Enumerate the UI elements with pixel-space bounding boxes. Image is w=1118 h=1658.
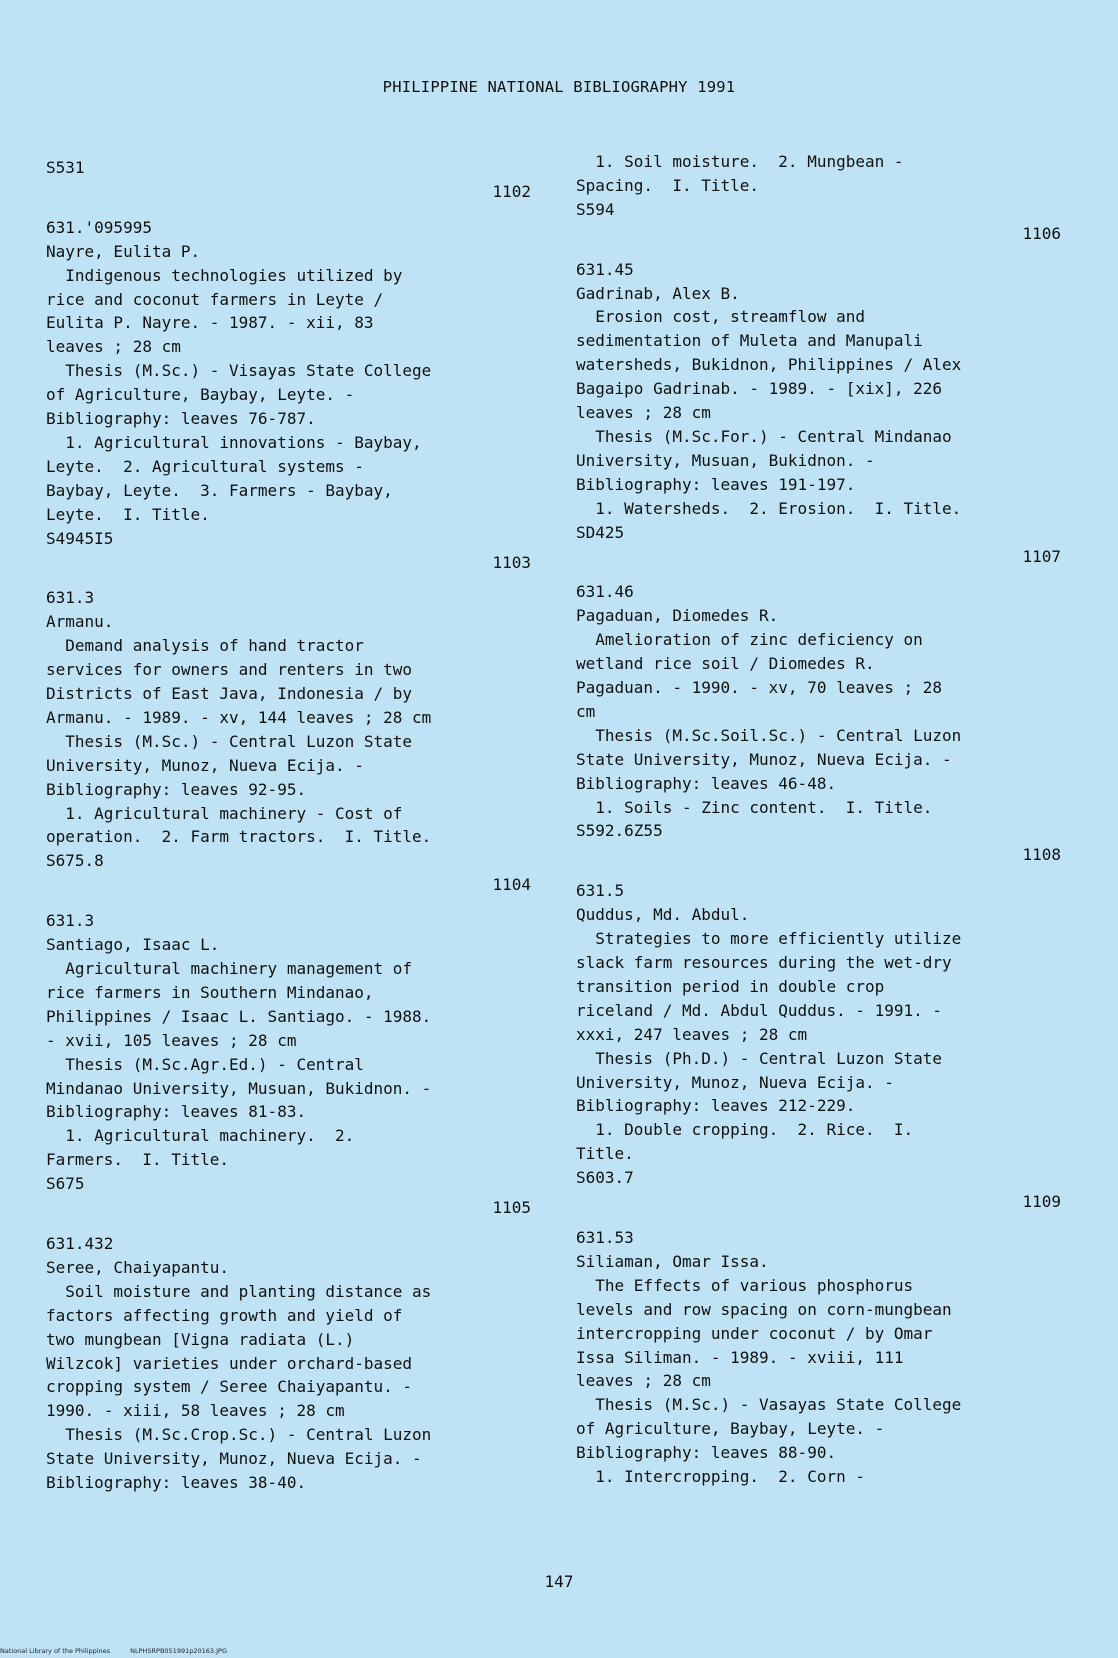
entry-line: transition period in double crop [576, 976, 885, 996]
entry-line: Wilzcok] varieties under orchard-based [46, 1353, 413, 1373]
entry-line: 631.45 [576, 259, 634, 279]
entry-line: S531 [46, 158, 85, 177]
entry-number: 1102 [492, 181, 531, 201]
entry-line: Baybay, Leyte. 3. Farmers - Baybay, [46, 480, 393, 500]
entry-line: Demand analysis of hand tractor [46, 636, 364, 656]
entry-line: levels and row spacing on corn-mungbean [576, 1299, 952, 1319]
entry-line: Pagaduan. - 1990. - xv, 70 leaves ; 28 [576, 678, 943, 698]
entry-line: two mungbean [Vigna radiata (L.) [46, 1329, 355, 1349]
entry-line: University, Munoz, Nueva Ecija. - [576, 1072, 894, 1092]
entry-line: 1. Agricultural machinery. 2. [46, 1126, 355, 1146]
entry-line: xxxi, 247 leaves ; 28 cm [576, 1024, 808, 1044]
entry-line: Mindanao University, Musuan, Bukidnon. - [46, 1078, 432, 1098]
entry-number: 1109 [1022, 1192, 1061, 1212]
footer-institution: National Library of the Philippines [0, 1647, 111, 1655]
entry-line: Bibliography: leaves 76-787. [46, 409, 316, 429]
entry-line: 631.'095995 [46, 217, 152, 237]
entry-line: Thesis (M.Sc.) - Central Luzon State [46, 731, 413, 751]
entry-line: Farmers. I. Title. [46, 1150, 230, 1170]
entry-line: Strategies to more efficiently utilize [576, 929, 962, 949]
entry-line: Bibliography: leaves 92-95. [46, 779, 307, 799]
entry-line: cm [576, 701, 596, 721]
entry-line: 1. Agricultural machinery - Cost of [46, 803, 403, 823]
entry-line: Nayre, Eulita P. [46, 241, 201, 261]
entry-line: 1. Watersheds. 2. Erosion. I. Title. [576, 498, 962, 518]
entry-line: leaves ; 28 cm [576, 1371, 711, 1391]
entry-line: slack farm resources during the wet-dry [576, 953, 952, 972]
entry-line: Thesis (M.Sc.Agr.Ed.) - Central [46, 1054, 364, 1074]
entry-line: Santiago, Isaac L. [46, 935, 220, 955]
entry-line: S592.6Z55 [576, 821, 663, 841]
entry-line: rice and coconut farmers in Leyte / [46, 289, 384, 309]
entry-gap [576, 568, 1061, 580]
entry-line: 631.432 [46, 1233, 114, 1253]
entry-line: 1. Soils - Zinc content. I. Title. [576, 797, 933, 817]
entry-line: University, Musuan, Bukidnon. - [576, 450, 875, 470]
entry-number: 1107 [1022, 546, 1061, 566]
entry-line: sedimentation of Muleta and Manupali [576, 331, 923, 351]
entry-line: watersheds, Bukidnon, Philippines / Alex [576, 355, 962, 375]
entry-number: 1104 [492, 875, 531, 895]
entry-line: intercropping under coconut / by Omar [576, 1323, 933, 1343]
entry-line: 631.3 [46, 911, 95, 931]
footer-file: NLPHSRPB051991p20163.JPG [130, 1647, 227, 1655]
entry-line: Armanu. [46, 612, 114, 632]
entry-gap [576, 1214, 1061, 1226]
entry-line: 631.53 [576, 1227, 634, 1247]
entry-line: University, Munoz, Nueva Ecija. - [46, 755, 364, 775]
entry-line: Thesis (M.Sc.Soil.Sc.) - Central Luzon [576, 725, 962, 745]
entry-line: S594 [576, 199, 615, 219]
entry-line: Armanu. - 1989. - xv, 144 leaves ; 28 cm [46, 707, 432, 727]
entry-line: 1. Soil moisture. 2. Mungbean - [576, 152, 904, 171]
page-title: PHILIPPINE NATIONAL BIBLIOGRAPHY 1991 [382, 78, 736, 96]
entry-line: factors affecting growth and yield of [46, 1305, 403, 1325]
entry-line: 631.3 [46, 588, 95, 608]
entry-line: Bibliography: leaves 191-197. [576, 474, 856, 494]
entry-line: Issa Siliman. - 1989. - xviii, 111 [576, 1347, 904, 1367]
entry-line: services for owners and renters in two [46, 660, 413, 680]
entry-line: Leyte. I. Title. [46, 504, 210, 524]
entry-line: leaves ; 28 cm [46, 337, 181, 357]
entry-line: wetland rice soil / Diomedes R. [576, 654, 875, 674]
entry-gap [576, 246, 1061, 258]
entry-line: State University, Munoz, Nueva Ecija. - [576, 749, 952, 769]
entry-line: Eulita P. Nayre. - 1987. - xii, 83 [46, 313, 374, 333]
entry-line: Bibliography: leaves 38-40. [46, 1473, 307, 1493]
entry-gap [46, 574, 531, 586]
entry-gap [46, 897, 531, 909]
entry-line: Soil moisture and planting distance as [46, 1281, 432, 1301]
entry-line: S603.7 [576, 1168, 634, 1188]
entry-line: Bibliography: leaves 212-229. [576, 1096, 856, 1116]
entry-gap [576, 867, 1061, 879]
entry-line: cropping system / Seree Chaiyapantu. - [46, 1377, 413, 1397]
entry-line: Bibliography: leaves 81-83. [46, 1102, 307, 1122]
entry-line: Siliaman, Omar Issa. [576, 1251, 769, 1271]
entry-line: Quddus, Md. Abdul. [576, 905, 750, 925]
entry-line: Amelioration of zinc deficiency on [576, 630, 923, 650]
entry-line: 1. Agricultural innovations - Baybay, [46, 432, 422, 452]
entry-line: Thesis (Ph.D.) - Central Luzon State [576, 1048, 943, 1068]
entry-line: Title. [576, 1144, 634, 1164]
entry-line: Seree, Chaiyapantu. [46, 1257, 230, 1277]
page-number: 147 [544, 1572, 574, 1591]
entry-line: Spacing. I. Title. [576, 175, 760, 195]
entry-number: 1108 [1022, 845, 1061, 865]
entry-line: of Agriculture, Baybay, Leyte. - [576, 1419, 885, 1439]
entry-line: riceland / Md. Abdul Quddus. - 1991. - [576, 1000, 943, 1020]
entry-line: of Agriculture, Baybay, Leyte. - [46, 385, 355, 405]
entry-line: Pagaduan, Diomedes R. [576, 606, 779, 626]
entry-line: Erosion cost, streamflow and [576, 307, 865, 327]
entry-line: Thesis (M.Sc.Crop.Sc.) - Central Luzon [46, 1425, 432, 1445]
entry-line: leaves ; 28 cm [576, 403, 711, 423]
entry-line: Gadrinab, Alex B. [576, 283, 740, 303]
entry-line: Districts of East Java, Indonesia / by [46, 684, 413, 704]
entry-number: 1106 [1022, 223, 1061, 243]
entry-line: 1990. - xiii, 58 leaves ; 28 cm [46, 1401, 345, 1421]
entry-gap [46, 204, 531, 216]
entry-line: Leyte. 2. Agricultural systems - [46, 456, 364, 476]
right-column [576, 150, 1061, 1489]
entry-line: Bagaipo Gadrinab. - 1989. - [xix], 226 [576, 379, 943, 399]
entry-number: 1105 [492, 1198, 531, 1218]
entry-line: Bibliography: leaves 88-90. [576, 1443, 837, 1463]
left-column [46, 156, 531, 1495]
entry-line: 631.5 [576, 881, 625, 901]
entry-line: S675.8 [46, 851, 104, 871]
entry-line: Thesis (M.Sc.For.) - Central Mindanao [576, 426, 952, 446]
entry-line: Bibliography: leaves 46-48. [576, 773, 837, 793]
entry-line: - xvii, 105 leaves ; 28 cm [46, 1030, 297, 1050]
entry-line: The Effects of various phosphorus [576, 1275, 914, 1295]
entry-line: State University, Munoz, Nueva Ecija. - [46, 1449, 422, 1469]
entry-line: 631.46 [576, 582, 634, 602]
entry-line: S675 [46, 1174, 85, 1194]
entry-line: Agricultural machinery management of [46, 959, 413, 978]
entry-line: SD425 [576, 522, 625, 542]
entry-line: Philippines / Isaac L. Santiago. - 1988. [46, 1006, 432, 1026]
entry-line: Indigenous technologies utilized by [46, 265, 403, 285]
entry-line: rice farmers in Southern Mindanao, [46, 982, 374, 1002]
footer [0, 1647, 245, 1655]
entry-line: Thesis (M.Sc.) - Vasayas State College [576, 1395, 962, 1415]
entry-number: 1103 [492, 552, 531, 572]
entry-line: operation. 2. Farm tractors. I. Title. [46, 827, 432, 847]
entry-line: 1. Intercropping. 2. Corn - [576, 1467, 865, 1487]
entry-line: S4945I5 [46, 528, 114, 548]
entry-line: Thesis (M.Sc.) - Visayas State College [46, 361, 432, 381]
entry-gap [46, 1220, 531, 1232]
entry-line: 1. Double cropping. 2. Rice. I. [576, 1120, 914, 1140]
